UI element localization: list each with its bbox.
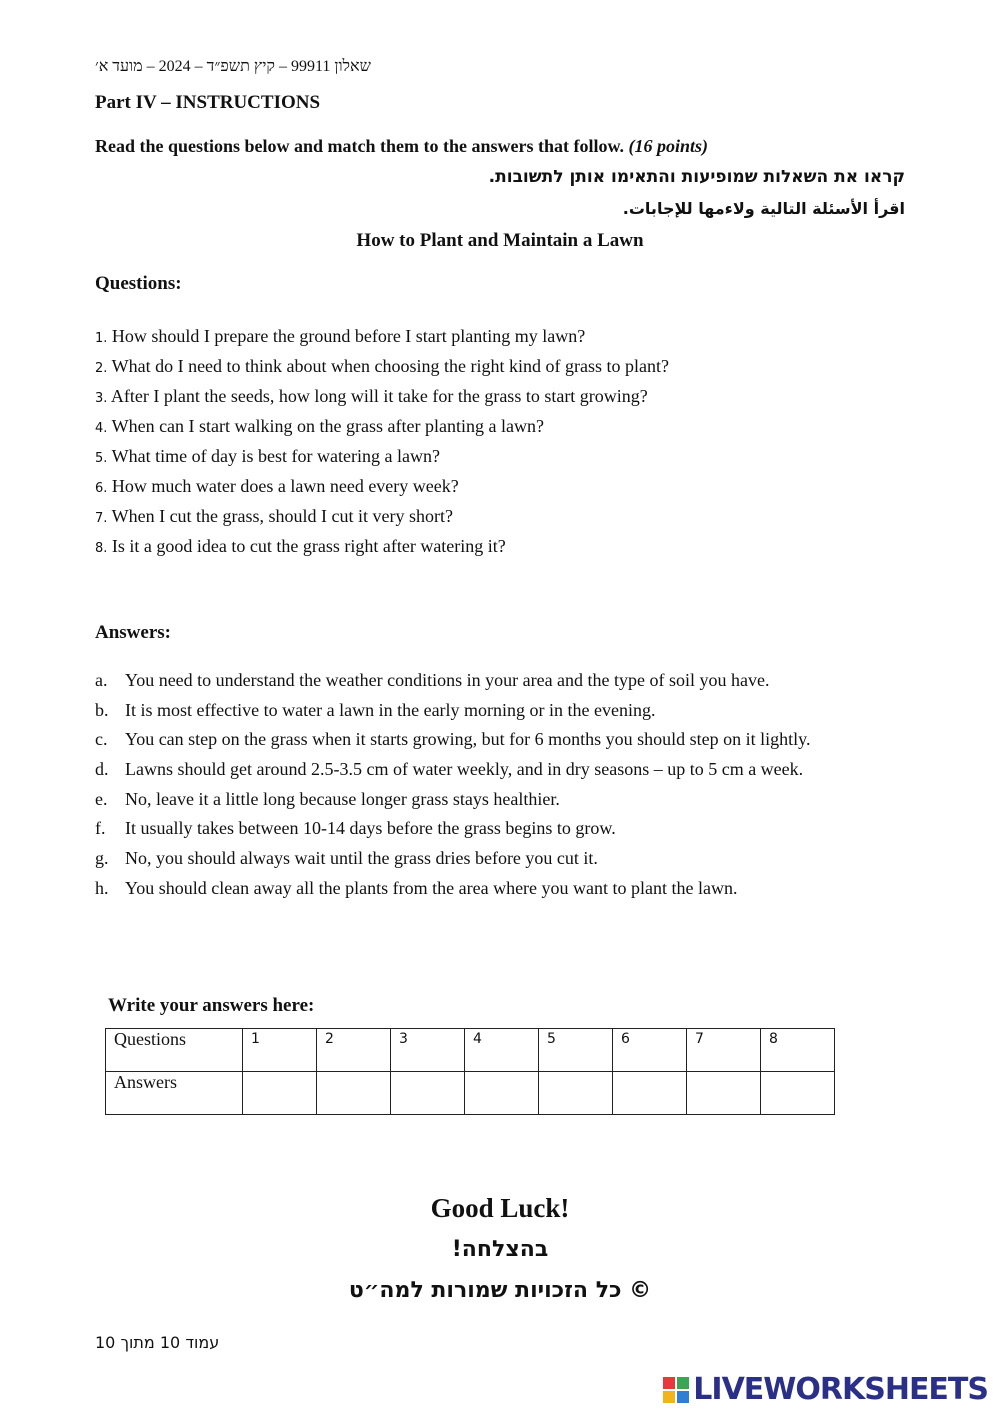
question-number-cell: 2 (317, 1029, 391, 1072)
instruction-hebrew: קראו את השאלות שמופיעות והתאימו אותן לתשובות. (488, 167, 905, 187)
logo-text: LIVEWORKSHEETS (693, 1372, 988, 1407)
answer-input-cell-8[interactable] (761, 1072, 835, 1115)
instruction-main: Read the questions below and match them to the answers that follow. (95, 136, 625, 156)
question-number-cell: 3 (391, 1029, 465, 1072)
question-item: 5. What time of day is best for watering a lawn? (95, 446, 440, 466)
answer-input-cell-7[interactable] (687, 1072, 761, 1115)
question-item: 2. What do I need to think about when choosing the right kind of grass to plant? (95, 356, 669, 376)
question-number-cell: 7 (687, 1029, 761, 1072)
write-answers-label: Write your answers here: (108, 995, 315, 1016)
question-number-cell: 5 (539, 1029, 613, 1072)
answer-item: c. You can step on the grass when it starts growing, but for 6 months you should step on it lightly. (95, 729, 811, 750)
logo-mark-icon (663, 1377, 689, 1403)
question-number-cell: 4 (465, 1029, 539, 1072)
question-item: 6. How much water does a lawn need every week? (95, 476, 459, 496)
question-number-cell: 8 (761, 1029, 835, 1072)
questions-heading: Questions: (95, 273, 182, 294)
row-label-questions: Questions (106, 1029, 243, 1072)
answers-list (95, 667, 810, 905)
exam-header: שאלון 99911 – קיץ תשפ״ד – 2024 – מועד א׳ (95, 58, 371, 75)
answers-heading: Answers: (95, 622, 171, 643)
instruction-arabic: اقرأ الأسئلة التالية ولاءمها للإجابات. (622, 199, 905, 218)
answer-item: h. You should clean away all the plants from the area where you want to plant the lawn. (95, 877, 738, 898)
table-row-questions (106, 1029, 835, 1072)
answer-input-cell-4[interactable] (465, 1072, 539, 1115)
good-luck: Good Luck! (430, 1193, 570, 1223)
instruction-points: (16 points) (628, 136, 709, 156)
table-row-answers (106, 1072, 835, 1115)
good-luck-hebrew: בהצלחה! (451, 1237, 549, 1262)
answer-item: e. No, leave it a little long because longer grass stays healthier. (95, 788, 560, 809)
answer-item: a. You need to understand the weather conditions in your area and the type of soil you have. (95, 670, 770, 690)
row-label-answers: Answers (106, 1072, 243, 1115)
question-item: 3. After I plant the seeds, how long will it take for the grass to start growing? (95, 386, 648, 406)
answer-item: g. No, you should always wait until the grass dries before you cut it. (95, 848, 598, 869)
part-title: Part IV – INSTRUCTIONS (95, 92, 321, 113)
question-item: 7. When I cut the grass, should I cut it very short? (95, 506, 454, 526)
question-item: 4. When can I start walking on the grass after planting a lawn? (95, 416, 544, 436)
page-number: עמוד 10 מתוך 10 (95, 1333, 220, 1352)
liveworksheets-logo[interactable] (663, 1372, 988, 1407)
answer-input-cell-1[interactable] (243, 1072, 317, 1115)
answer-input-cell-6[interactable] (613, 1072, 687, 1115)
instruction-text (95, 136, 708, 157)
answer-item: d. Lawns should get around 2.5-3.5 cm of water weekly, and in dry seasons – up to 5 cm a week. (95, 759, 804, 780)
copyright-notice: © כל הזכויות שמורות למה״ט (348, 1278, 652, 1303)
answer-input-cell-3[interactable] (391, 1072, 465, 1115)
answer-item: b. It is most effective to water a lawn in the early morning or in the evening. (95, 699, 656, 720)
question-number-cell: 1 (243, 1029, 317, 1072)
questions-list (95, 323, 669, 563)
question-item: 1. How should I prepare the ground before I start planting my lawn? (95, 326, 586, 346)
answers-table (105, 1028, 835, 1115)
page-title: How to Plant and Maintain a Lawn (356, 230, 644, 251)
answer-item: f. It usually takes between 10-14 days before the grass begins to grow. (95, 818, 616, 839)
question-item: 8. Is it a good idea to cut the grass right after watering it? (95, 536, 506, 556)
answer-input-cell-2[interactable] (317, 1072, 391, 1115)
question-number-cell: 6 (613, 1029, 687, 1072)
answer-input-cell-5[interactable] (539, 1072, 613, 1115)
